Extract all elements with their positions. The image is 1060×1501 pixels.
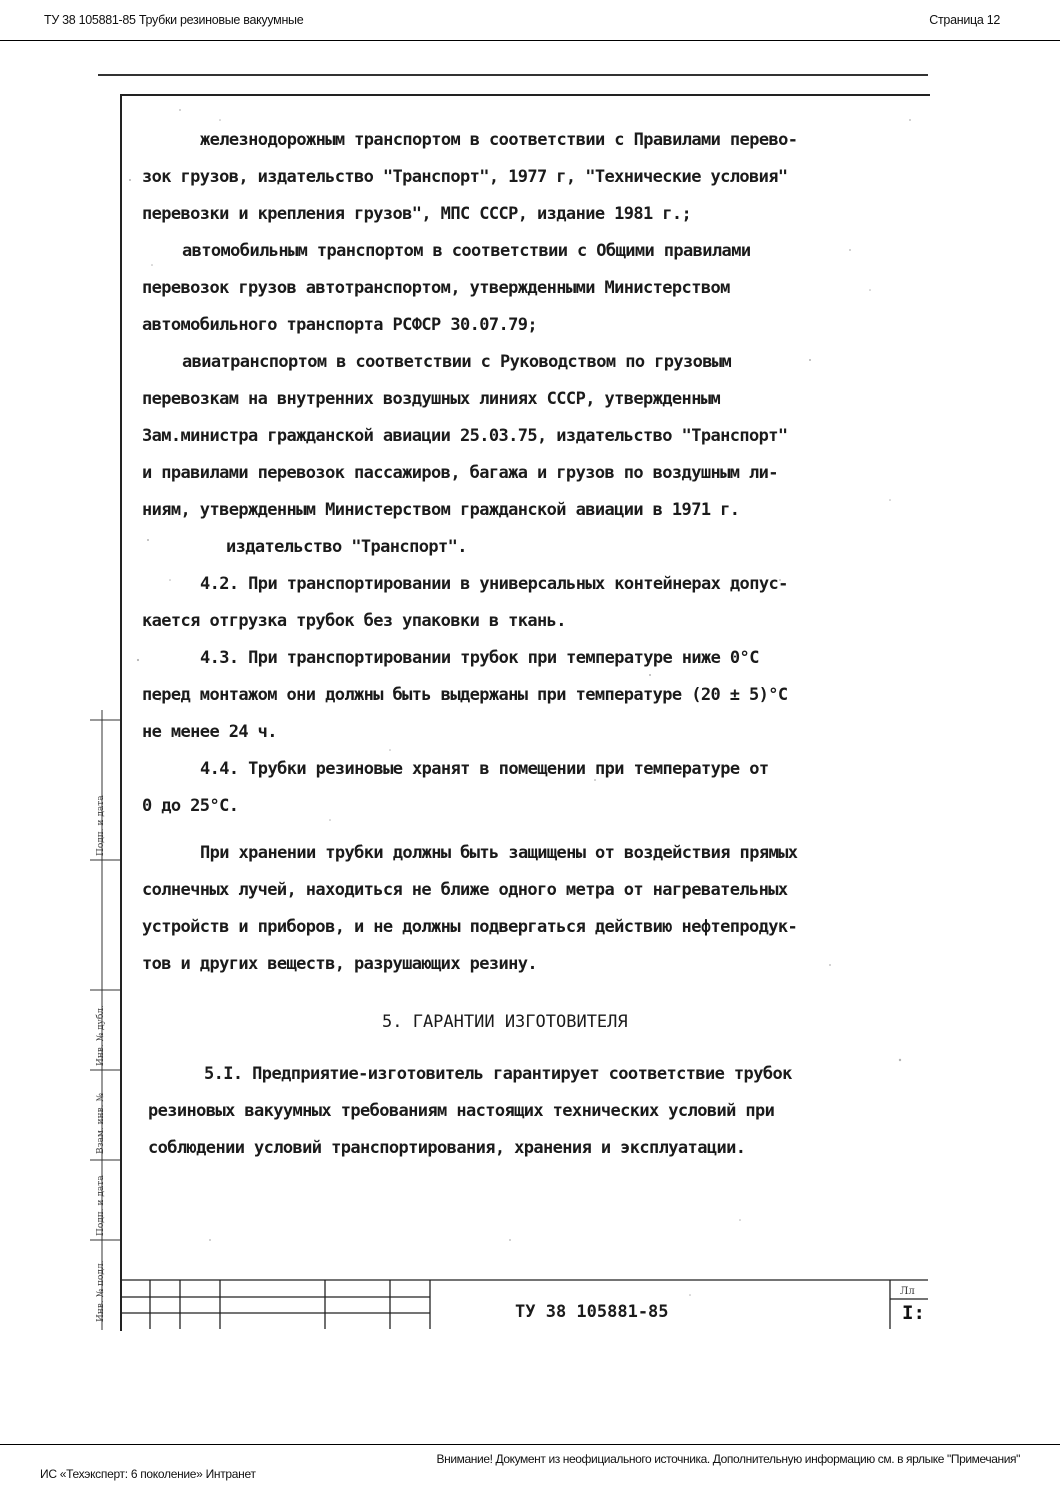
text-line: устройств и приборов, и не должны подвергаться действию нефтепродук-: [142, 917, 798, 937]
text-line: кается отгрузка трубок без упаковки в ткань.: [142, 611, 566, 631]
text-line: солнечных лучей, находиться не ближе одного метра от нагревательных: [142, 880, 788, 900]
text-line: При хранении трубки должны быть защищены от воздействия прямых: [200, 843, 798, 863]
text-line: соблюдении условий транспортирования, хранения и эксплуатации.: [148, 1138, 746, 1158]
margin-strip: [90, 710, 120, 1330]
text-line: не менее 24 ч.: [142, 722, 277, 742]
text-line: 4.2. При транспортировании в универсальных контейнерах допус-: [200, 574, 788, 594]
margin-label-3: Взам. инв. №: [96, 1093, 106, 1154]
text-line: перевозок грузов автотранспортом, утвержденными Министерством: [142, 278, 730, 298]
text-line: и правилами перевозок пассажиров, багажа и грузов по воздушным ли-: [142, 463, 778, 483]
text-line: авиатранспортом в соответствии с Руководством по грузовым: [182, 352, 732, 372]
text-line: издательство "Транспорт".: [226, 537, 467, 557]
margin-label-2: Подп. и дата: [96, 1175, 106, 1236]
scanned-page: [90, 60, 940, 1350]
text-line: тов и других веществ, разрушающих резину.: [142, 954, 538, 974]
text-line: 4.4. Трубки резиновые хранят в помещении при температуре от: [200, 759, 769, 779]
section-heading: 5. ГАРАНТИИ ИЗГОТОВИТЕЛЯ: [382, 1012, 628, 1032]
text-line: перевозкам на внутренних воздушных линиях СССР, утвержденным: [142, 389, 721, 409]
margin-label-4: Инв. № дубл.: [96, 1005, 106, 1066]
page-footer: [0, 1444, 1060, 1501]
title-block: [120, 1279, 928, 1329]
text-line: 0 до 25°С.: [142, 796, 239, 816]
text-line: Зам.министра гражданской авиации 25.03.75, издательство "Транспорт": [142, 426, 788, 446]
margin-label-1: Инв. № подл.: [96, 1260, 106, 1322]
text-line: железнодорожным транспортом в соответствии с Правилами перево-: [200, 130, 798, 150]
text-line: перед монтажом они должны быть выдержаны при температуре (20 ± 5)°С: [142, 685, 788, 705]
text-line: перевозки и крепления грузов", МПС СССР, издание 1981 г.;: [142, 204, 692, 224]
text-line: 4.3. При транспортировании трубок при температуре ниже 0°С: [200, 648, 759, 668]
sheet-label: Лл: [900, 1286, 915, 1297]
document-code: ТУ 38 105881-85: [515, 1302, 669, 1322]
document-title: ТУ 38 105881-85 Трубки резиновые вакуумные: [44, 13, 304, 27]
text-line: зок грузов, издательство "Транспорт", 1977 г, "Технические условия": [142, 167, 788, 187]
system-name: ИС «Техэксперт: 6 поколение» Интранет: [40, 1467, 256, 1481]
text-line: автомобильного транспорта РСФСР 30.07.79;: [142, 315, 538, 335]
sheet-number: I:: [902, 1302, 925, 1324]
text-line: автомобильным транспортом в соответствии с Общими правилами: [182, 241, 751, 261]
page-number: Страница 12: [929, 13, 1000, 27]
page-header: [0, 0, 1060, 41]
margin-label-5: Подп. и дата: [96, 795, 106, 856]
source-notice: Внимание! Документ из неофициального источника. Дополнительную информацию см. в ярлыке "Примечания": [436, 1452, 1020, 1466]
frame-top-line: [98, 74, 928, 76]
text-line: ниям, утвержденным Министерством гражданской авиации в 1971 г.: [142, 500, 740, 520]
text-line: 5.I. Предприятие-изготовитель гарантирует соответствие трубок: [204, 1064, 792, 1084]
text-line: резиновых вакуумных требованиям настоящих технических условий при: [148, 1101, 775, 1121]
